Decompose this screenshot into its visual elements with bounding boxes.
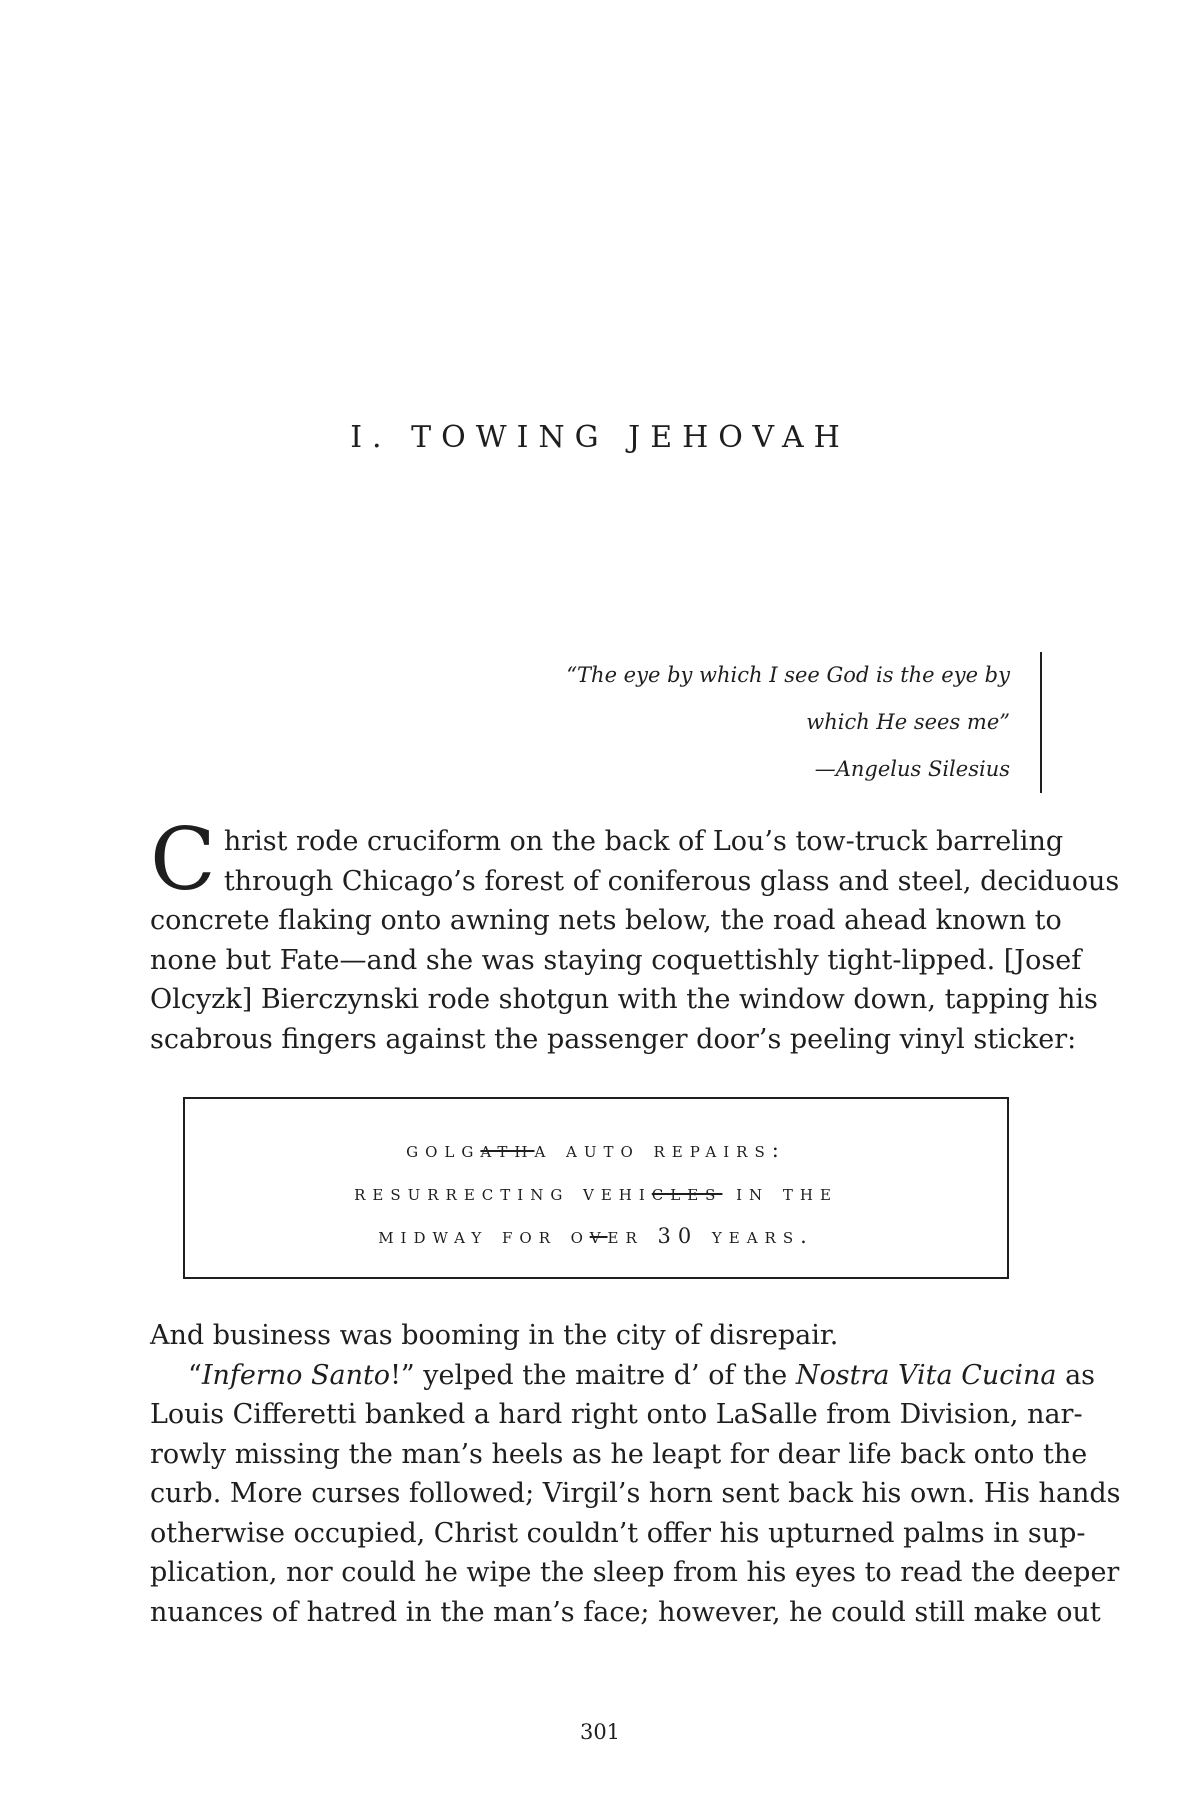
text-line: curb. More curses followed; Virgil’s horn sent back his own. His hands <box>150 1478 1121 1509</box>
opening-paragraph <box>150 810 1120 1059</box>
sign-text: midway for o <box>378 1224 590 1248</box>
sign-text: golg <box>406 1138 481 1162</box>
text-line: scabrous fingers against the passenger door’s peeling vinyl sticker: <box>150 1023 1077 1055</box>
epigraph <box>520 652 1042 793</box>
struck-text: ath <box>480 1138 535 1162</box>
text-line: otherwise occupied, Christ couldn’t offer his upturned palms in sup- <box>150 1517 1086 1549</box>
text-line: Louis Cifferetti banked a hard right onto LaSalle from Division, nar- <box>150 1399 1083 1430</box>
struck-text: cles <box>651 1181 723 1205</box>
text-line: none but Fate—and she was staying coquettishly tight-lipped. [Josef <box>150 944 1082 976</box>
text-line: plication, nor could he wipe the sleep from his eyes to read the deeper <box>150 1557 1120 1588</box>
text-fragment: !” yelped the maitre d’ of the <box>390 1359 796 1391</box>
text-line: through Chicago’s forest of coniferous glass and steel, deciduous <box>223 865 1120 897</box>
italic-phrase: Inferno Santo <box>201 1359 391 1391</box>
quote-mark: “ <box>188 1359 202 1391</box>
sign-line <box>185 1129 1007 1172</box>
text-line: Olcyzk] Bierczynski rode shotgun with the window down, tapping his <box>150 984 1098 1015</box>
text-line: concrete flaking onto awning nets below, the road ahead known to <box>150 905 1062 936</box>
italic-phrase: Nostra Vita Cucina <box>795 1359 1057 1391</box>
page-number: 301 <box>579 1720 621 1744</box>
struck-text: v <box>589 1224 608 1248</box>
sign-text: resurrecting vehi <box>354 1181 652 1205</box>
sign-text: in the <box>722 1181 838 1205</box>
text-fragment: as <box>1056 1359 1096 1391</box>
epigraph-line: “The eye by which I see God is the eye by <box>566 663 1010 687</box>
sign-text: a auto repairs: <box>534 1138 786 1162</box>
text-line: hrist rode cruciform on the back of Lou’s tow-truck barreling <box>223 826 1064 857</box>
continuing-text <box>150 1316 1121 1632</box>
sign-line <box>185 1172 1007 1215</box>
text-line: rowly missing the man’s heels as he leapt for dear life back onto the <box>150 1438 1088 1470</box>
epigraph-line: which He sees me” <box>806 710 1010 734</box>
text-line: And business was booming in the city of disrepair. <box>150 1320 839 1351</box>
text-line: nuances of hatred in the man’s face; however, he could still make out <box>150 1596 1101 1628</box>
drop-cap: C <box>150 810 216 910</box>
sign-text: er 30 years. <box>607 1224 814 1248</box>
sticker-sign <box>183 1097 1009 1279</box>
chapter-title: I. TOWING JEHOVAH <box>350 420 850 455</box>
sign-line <box>185 1215 1007 1258</box>
text-line <box>150 1356 1096 1396</box>
epigraph-attribution: —Angelus Silesius <box>814 757 1010 781</box>
